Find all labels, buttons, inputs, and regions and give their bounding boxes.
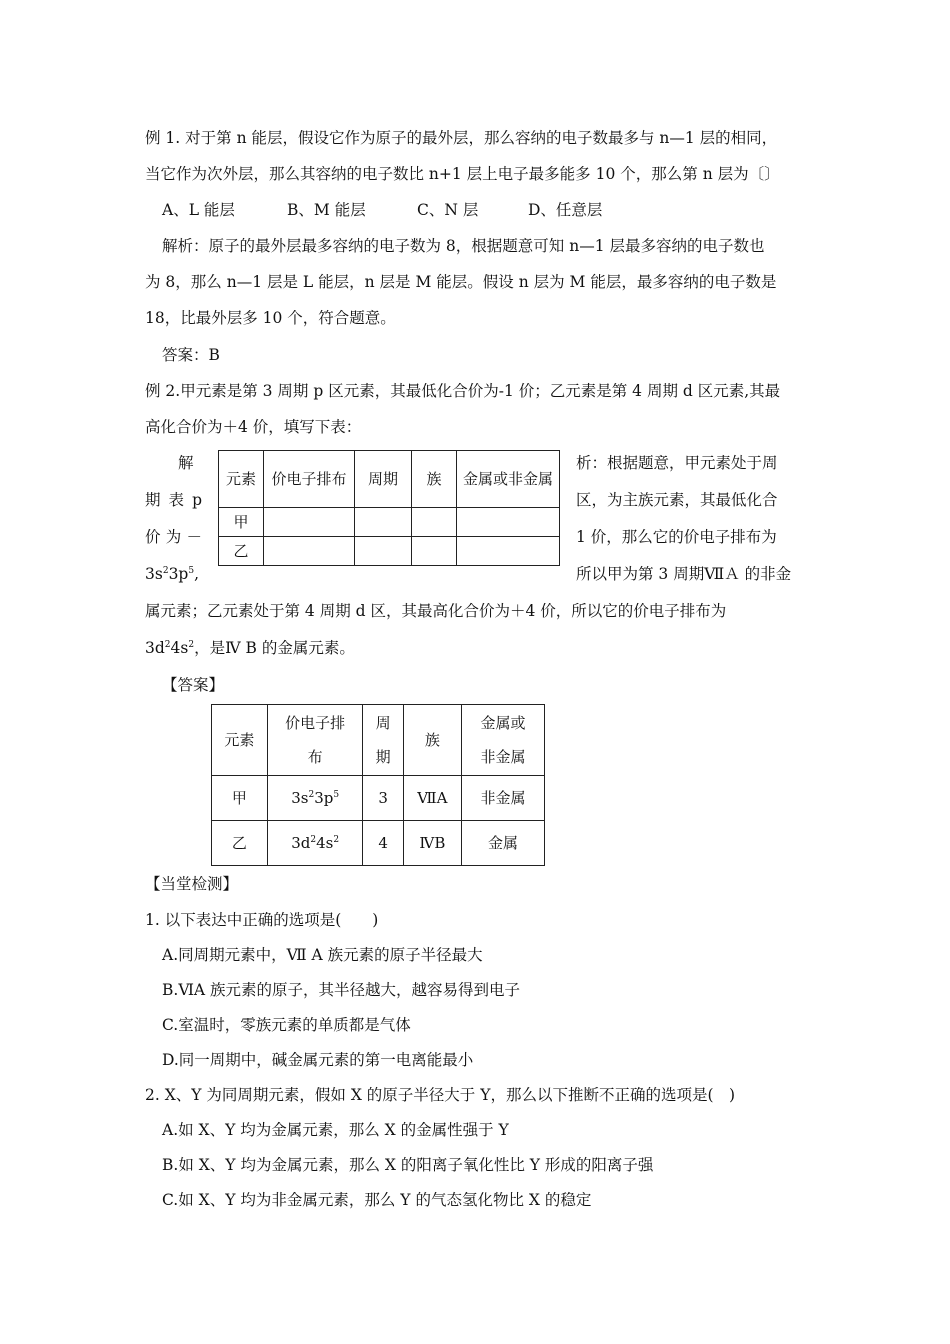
ex1-option-a: A、L 能层 <box>162 201 235 219</box>
blank-cell[interactable] <box>355 537 412 566</box>
ans-header-group: 族 <box>403 705 461 776</box>
blank-cell[interactable] <box>457 537 560 566</box>
blank-cell[interactable] <box>412 508 457 537</box>
blank-header-period: 周期 <box>355 451 412 508</box>
wrap-left-2c: p <box>192 491 202 509</box>
ex1-option-b: B、M 能层 <box>287 201 366 219</box>
q1-option-b: B.ⅥA 族元素的原子，其半径越大，越容易得到电子 <box>162 981 521 999</box>
wrap-right-3: 1 价，那么它的价电子排布为 <box>576 528 777 546</box>
q2-option-a: A.如 X、Y 均为金属元素，那么 X 的金属性强于 Y <box>162 1121 509 1139</box>
ans-row-yi-group: ⅣB <box>403 821 461 866</box>
q2-option-c: C.如 X、Y 均为非金属元素，那么 Y 的气态氢化物比 X 的稳定 <box>162 1191 592 1209</box>
answer-heading: 【答案】 <box>162 676 225 694</box>
wrap-left-2a: 期 <box>145 491 161 509</box>
ex1-line-1: 例 1. 对于第 n 能层，假设它作为原子的最外层，那么容纳的电子数最多与 n—1 层的相同， <box>145 129 778 147</box>
ex1-analysis-2: 为 8，那么 n—1 层是 L 能层，n 层是 M 能层。假设 n 层为 M 能层，最多容纳的电子数是 <box>145 273 777 291</box>
wrap-left-4: $3s^23p^5$, <box>145 565 200 583</box>
ex1-option-c: C、N 层 <box>417 201 479 219</box>
blank-row-jia: 甲 <box>219 508 264 537</box>
ans-header-config: 价电子排 布 <box>267 705 363 776</box>
blank-cell[interactable] <box>355 508 412 537</box>
wrap-right-2: 区，为主族元素，其最低化合 <box>576 491 778 509</box>
ans-row-jia-element: 甲 <box>212 776 268 821</box>
wrap-left-3c: － <box>186 528 202 546</box>
ans-row-jia-group: ⅦA <box>403 776 461 821</box>
blank-row-yi: 乙 <box>219 537 264 566</box>
ex2-analysis-cont-2: $3d^24s^2$，是Ⅳ B 的金属元素。 <box>145 639 355 657</box>
answer-table <box>211 704 545 866</box>
ans-header-period: 周 期 <box>363 705 403 776</box>
blank-cell[interactable] <box>264 508 355 537</box>
ans-header-element: 元素 <box>212 705 268 776</box>
ex2-line-1: 例 2.甲元素是第 3 周期 p 区元素，其最低化合价为-1 价；乙元素是第 4 周期 d 区元素,其最 <box>145 382 781 400</box>
wrap-left-1-text: 解 <box>178 454 194 472</box>
ans-row-jia-metal: 非金属 <box>461 776 544 821</box>
blank-header-config: 价电子排布 <box>264 451 355 508</box>
ex1-answer: 答案：B <box>162 346 220 364</box>
blank-header-element: 元素 <box>219 451 264 508</box>
wrap-left-2 <box>145 489 202 511</box>
blank-cell[interactable] <box>457 508 560 537</box>
wrap-left-3a: 价 <box>145 528 161 546</box>
q2-option-b: B.如 X、Y 均为金属元素，那么 X 的阳离子氧化性比 Y 形成的阳离子强 <box>162 1156 654 1174</box>
q1-option-c: C.室温时，零族元素的单质都是气体 <box>162 1016 411 1034</box>
wrap-left-3b: 为 <box>165 528 182 546</box>
section-heading: 【当堂检测】 <box>145 875 239 893</box>
ans-row-jia-period: 3 <box>363 776 403 821</box>
ans-row-yi-config: $3d^24s^2$ <box>267 821 363 866</box>
wrap-left-2b: 表 <box>168 491 185 509</box>
ans-header-metal: 金属或 非金属 <box>461 705 544 776</box>
blank-answer-table <box>218 450 560 566</box>
q1-stem: 1. 以下表达中正确的选项是( ) <box>145 911 379 929</box>
blank-header-metal: 金属或非金属 <box>457 451 560 508</box>
ex1-analysis-3: 18，比最外层多 10 个，符合题意。 <box>145 309 396 327</box>
wrap-right-1: 析：根据题意，甲元素处于周 <box>576 454 778 472</box>
ex2-line-2: 高化合价为＋4 价，填写下表： <box>145 418 362 436</box>
wrap-left-3 <box>145 526 202 548</box>
ans-row-jia-config: $3s^23p^5$ <box>267 776 363 821</box>
blank-cell[interactable] <box>412 537 457 566</box>
q1-option-d: D.同一周期中，碱金属元素的第一电离能最小 <box>162 1051 474 1069</box>
ans-row-yi-metal: 金属 <box>461 821 544 866</box>
ex2-analysis-cont-1: 属元素；乙元素处于第 4 周期 d 区，其最高化合价为＋4 价，所以它的价电子排布为 <box>145 602 727 620</box>
ex1-line-2: 当它作为次外层，那么其容纳的电子数比 n+1 层上电子最多能多 10 个，那么第 n 层为〔〕 <box>145 165 780 183</box>
blank-header-group: 族 <box>412 451 457 508</box>
ex1-option-d: D、任意层 <box>528 201 603 219</box>
blank-cell[interactable] <box>264 537 355 566</box>
ans-row-yi-period: 4 <box>363 821 403 866</box>
q1-option-a: A.同周期元素中，Ⅶ A 族元素的原子半径最大 <box>162 946 483 964</box>
q2-stem: 2. X、Y 为同周期元素，假如 X 的原子半径大于 Y，那么以下推断不正确的选项是( ) <box>145 1086 736 1104</box>
wrap-right-4: 所以甲为第 3 周期ⅦＡ 的非金 <box>576 565 792 583</box>
ex1-analysis-1: 解析：原子的最外层最多容纳的电子数为 8，根据题意可知 n—1 层最多容纳的电子数也 <box>162 237 765 255</box>
ans-row-yi-element: 乙 <box>212 821 268 866</box>
